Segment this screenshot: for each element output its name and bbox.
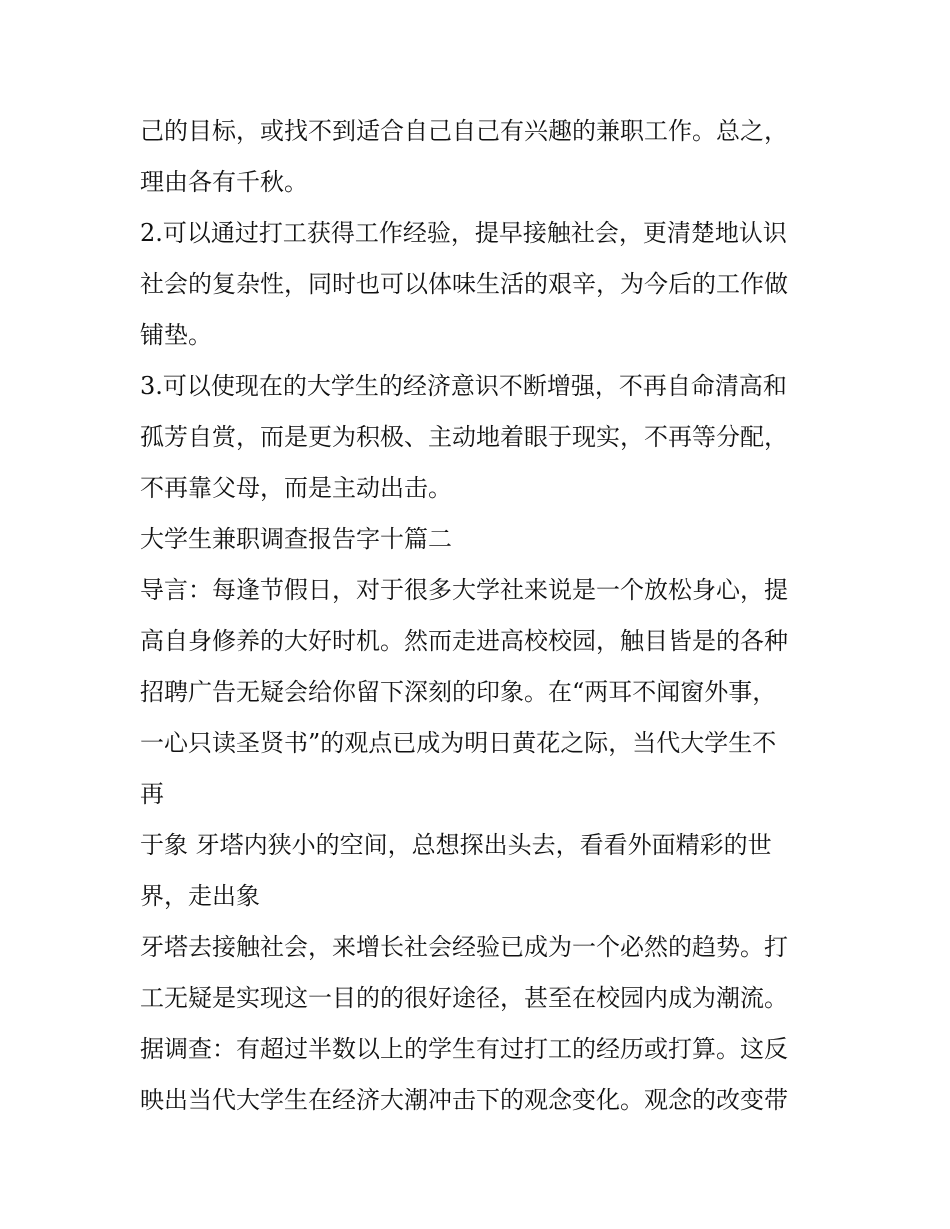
text-line: 界，走出象 — [140, 882, 260, 910]
text-line: 孤芳自赏，而是更为积极、主动地着眼于现实，不再等分配， — [140, 423, 788, 451]
text-line: 导言：每逢节假日，对于很多大学社来说是一个放松身心，提 — [140, 576, 788, 604]
text-line: 再 — [140, 780, 164, 808]
text-line: 2.可以通过打工获得工作经验，提早接触社会，更清楚地认识 — [140, 219, 787, 247]
text-line: 高自身修养的大好时机。然而走进高校校园，触目皆是的各种 — [140, 627, 788, 655]
text-line: 工无疑是实现这一目的的很好途径，甚至在校园内成为潮流。 — [140, 984, 788, 1012]
document-body — [140, 106, 830, 1126]
text-line: 一心只读圣贤书”的观点已成为明日黄花之际，当代大学生不 — [140, 729, 777, 757]
text-line: 3.可以使现在的大学生的经济意识不断增强，不再自命清高和 — [140, 372, 787, 400]
text-line: 己的目标，或找不到适合自己自己有兴趣的兼职工作。总之， — [140, 117, 788, 145]
text-line: 映出当代大学生在经济大潮冲击下的观念变化。观念的改变带 — [140, 1086, 788, 1114]
section-heading: 大学生兼职调查报告字十篇二 — [140, 525, 452, 553]
text-line: 理由各有千秋。 — [140, 168, 308, 196]
text-line: 铺垫。 — [140, 321, 212, 349]
text-line: 牙塔去接触社会，来增长社会经验已成为一个必然的趋势。打 — [140, 933, 788, 961]
text-line: 社会的复杂性，同时也可以体味生活的艰辛，为今后的工作做 — [140, 270, 788, 298]
text-line: 于象 牙塔内狭小的空间，总想探出头去，看看外面精彩的世 — [140, 831, 772, 859]
text-line: 招聘广告无疑会给你留下深刻的印象。在“两耳不闻窗外事， — [140, 678, 777, 706]
text-line: 不再靠父母，而是主动出击。 — [140, 474, 452, 502]
text-line: 据调查：有超过半数以上的学生有过打工的经历或打算。这反 — [140, 1035, 788, 1063]
